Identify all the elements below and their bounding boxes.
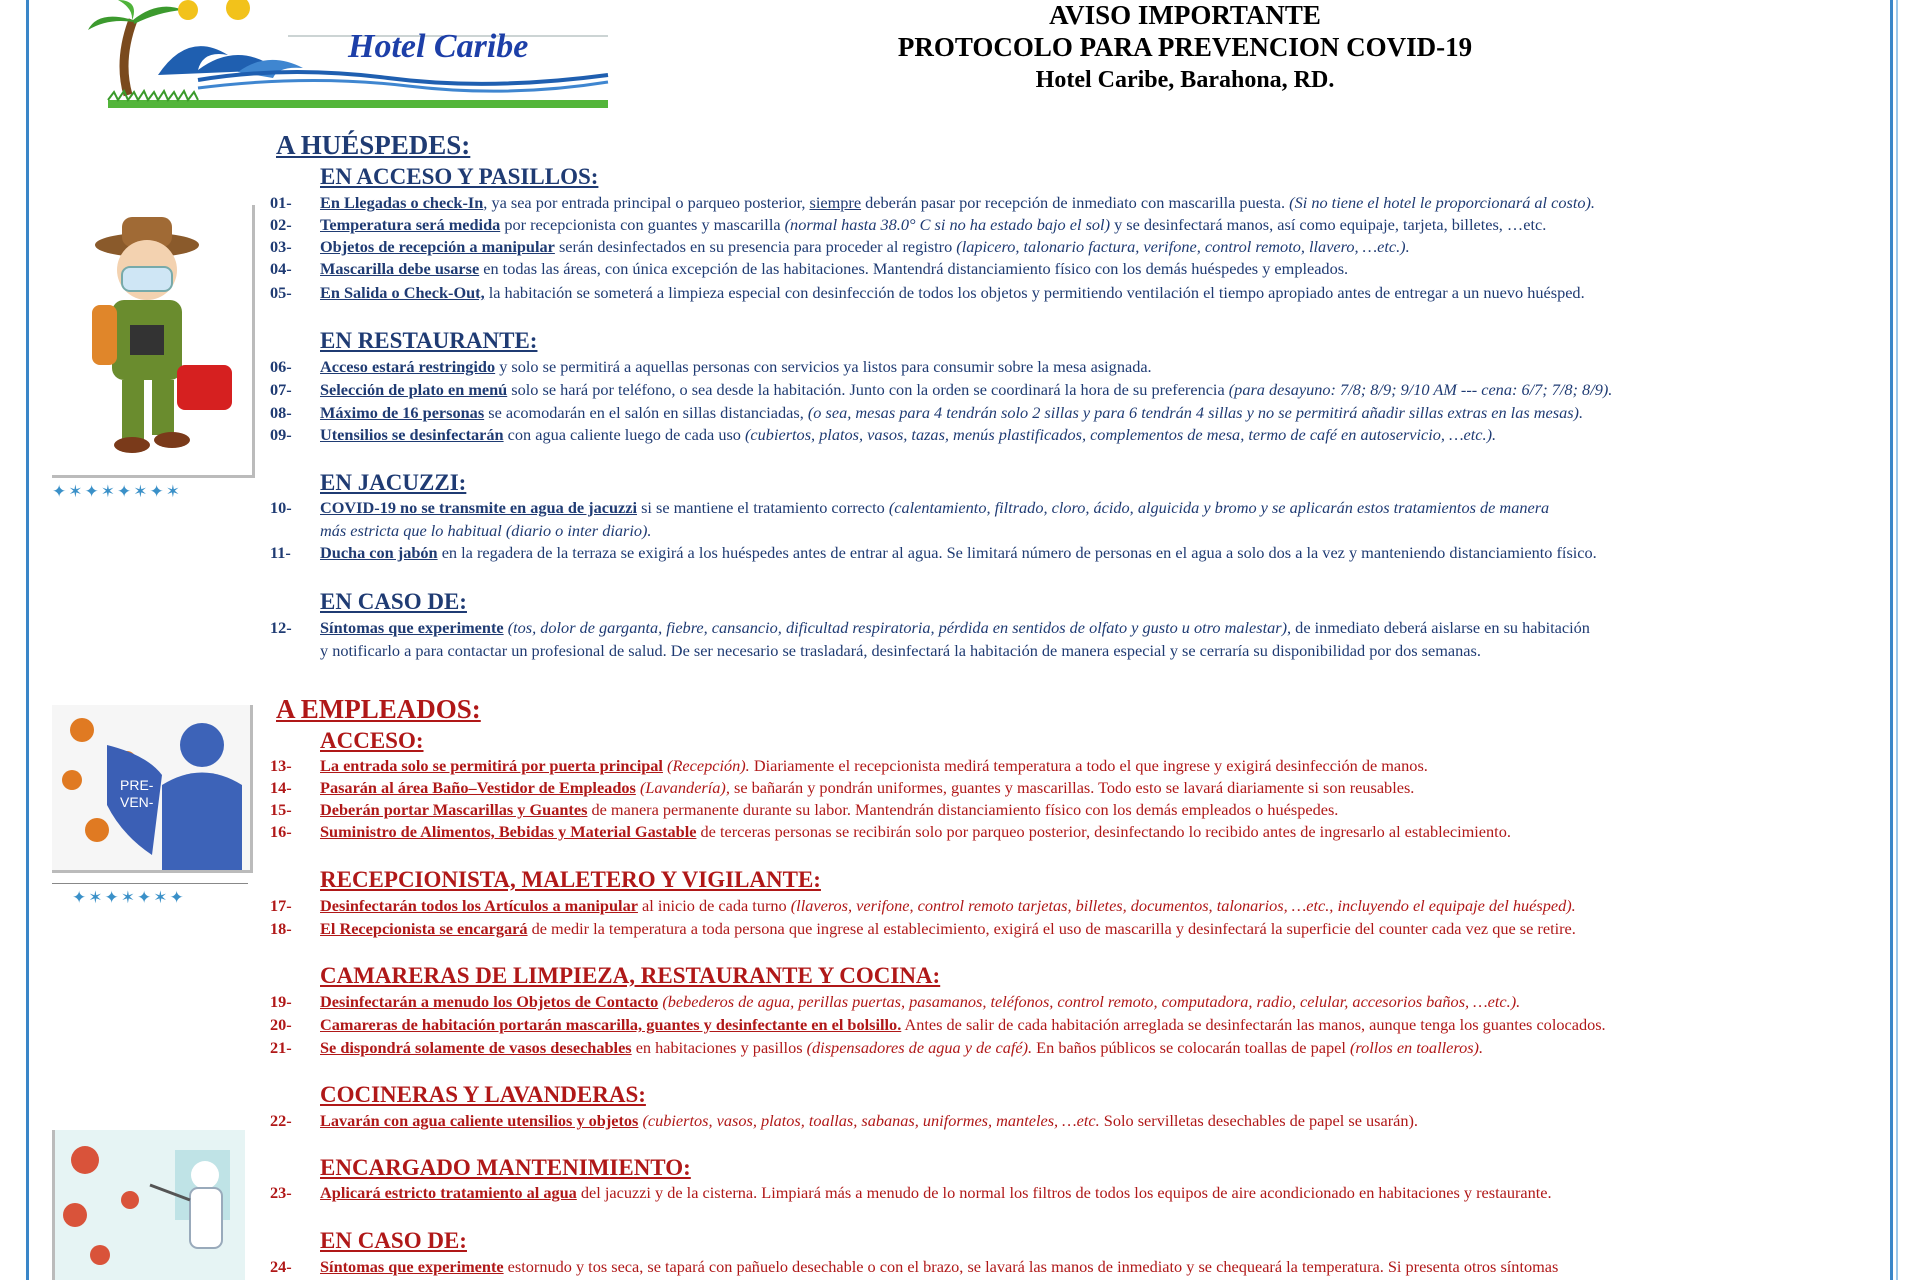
item-lead: El Recepcionista se encargará	[320, 919, 528, 938]
item-lead: En Llegadas o check-In	[320, 193, 484, 212]
right-border	[1890, 0, 1893, 1280]
item-text: en habitaciones y pasillos	[631, 1038, 807, 1057]
item-text: de terceras personas se recibirán solo por parqueo posterior, desinfectando lo recibido antes de ingresarlo al establecimiento.	[696, 822, 1511, 841]
item-text: de medir la temperatura a toda persona que ingrese al establecimiento, exigirá el uso de mascarilla y desinfectará la superficie del counter cada vez que se retire.	[527, 919, 1576, 938]
item-text: y se desinfectará manos, así como equipaje, tarjeta, billetes, …etc.	[1110, 215, 1547, 234]
divider	[52, 883, 248, 884]
item-text: se acomodarán en el salón en sillas distanciadas,	[484, 403, 808, 422]
guests-heading: A HUÉSPEDES:	[276, 130, 471, 160]
item-number: 12-	[270, 618, 292, 637]
item-text: de manera permanente durante su labor. Mantendrán distanciamiento físico con los demás empleados o huéspedes.	[587, 800, 1339, 819]
item-text: solo se hará por teléfono, o sea desde la habitación. Junto con la orden se coordinará la hora de su preferencia	[507, 380, 1229, 399]
virus-stars-2: ✦✶✦✶✦✶✦	[72, 888, 186, 907]
item-lead: Aplicará estricto tratamiento al agua	[320, 1183, 577, 1202]
item-lead: Pasarán al área Baño–Vestidor de Empleados	[320, 778, 636, 797]
item-text: con agua caliente luego de cada uso	[503, 425, 746, 444]
item-text: en todas las áreas, con única excepción de las habitaciones. Mantendrá distanciamiento físico con los demás huéspedes y empleados.	[479, 259, 1349, 278]
item-number: 03-	[270, 237, 292, 256]
item-text: por recepcionista con guantes y mascarilla	[500, 215, 785, 234]
item-italic: (cubiertos, platos, vasos, tazas, menús plastificados, complementos de mesa, termo de café en autoservicio, …etc.).	[745, 425, 1497, 444]
right-border-inner	[1896, 0, 1898, 1280]
item-lead: Mascarilla debe usarse	[320, 259, 480, 278]
item-text: del jacuzzi y de la cisterna. Limpiará más a menudo de lo normal los filtros de todos los equipos de aire acondicionado en habitaciones y restaurante.	[576, 1183, 1552, 1202]
item-text: en la regadera de la terraza se exigirá a los huéspedes antes de entrar al agua. Se limitará número de personas en el agua a solo dos a la vez y manteniendo distanciamiento físico.	[437, 543, 1597, 562]
employees-kitchen-title: COCINERAS Y LAVANDERAS:	[320, 1082, 646, 1107]
guests-restaurant-title: EN RESTAURANTE:	[320, 328, 538, 353]
item-number: 09-	[270, 425, 292, 444]
svg-text:PRE-: PRE-	[120, 777, 154, 793]
item-underline: siempre	[809, 193, 862, 212]
item-text: al inicio de cada turno	[637, 896, 791, 915]
item-number: 23-	[270, 1183, 292, 1202]
protocol-title: PROTOCOLO PARA PREVENCION COVID-19	[897, 32, 1473, 62]
title-block	[780, 0, 1590, 96]
item-italic: (calentamiento, filtrado, cloro, ácido, alguicida y bromo y se aplicarán estos tratamientos de manera	[888, 498, 1550, 517]
item-italic: (rollos en toalleros).	[1349, 1038, 1484, 1057]
item-text-line2: y notificarlo a para contactar un profesional de salud. De ser necesario se trasladará, desinfectará la habitación de manera especial y se cerraría su disponibilidad por dos semanas.	[320, 640, 1481, 660]
disinfection-illustration	[52, 1130, 245, 1280]
item-lead: Temperatura será medida	[320, 215, 501, 234]
item-text: deberán pasar por recepción de inmediato con mascarilla puesta.	[861, 193, 1290, 212]
item-lead: Objetos de recepción a manipular	[320, 237, 555, 256]
item-italic: (Recepción).	[667, 756, 750, 775]
item-italic: (normal hasta 38.0° C si no ha estado bajo el sol)	[784, 215, 1110, 234]
item-number: 16-	[270, 822, 292, 841]
item-lead: Selección de plato en menú	[320, 380, 508, 399]
item-lead: Desinfectarán a menudo los Objetos de Contacto	[320, 992, 659, 1011]
item-number: 14-	[270, 778, 292, 797]
item-italic: (tos, dolor de garganta, fiebre, cansancio, dificultad respiratoria, pérdida en sentidos de olfato y gusto u otro malestar)	[507, 618, 1288, 637]
item-lead: Lavarán con agua caliente utensilios y objetos	[320, 1111, 639, 1130]
item-italic: (cubiertos, vasos, platos, toallas, sabanas, uniformes, manteles, …etc.	[642, 1111, 1100, 1130]
shield-prevention-icon	[52, 705, 250, 870]
item-text: si se mantiene el tratamiento correcto	[637, 498, 889, 517]
item-lead: Desinfectarán todos los Artículos a manipular	[320, 896, 638, 915]
item-lead: Suministro de Alimentos, Bebidas y Material Gastable	[320, 822, 697, 841]
item-number: 17-	[270, 896, 292, 915]
item-lead: Acceso estará restringido	[320, 357, 496, 376]
item-lead: La entrada solo se permitirá por puerta principal	[320, 756, 663, 775]
item-lead: Ducha con jabón	[320, 543, 438, 562]
svg-text:VEN-: VEN-	[120, 794, 154, 810]
item-lead: Máximo de 16 personas	[320, 403, 485, 422]
item-italic: (bebederos de agua, perillas puertas, pasamanos, teléfonos, control remoto, computadora, radio, celular, accesorios baños, …etc.).	[662, 992, 1521, 1011]
notice-title: AVISO IMPORTANTE	[1049, 0, 1321, 30]
item-number: 24-	[270, 1257, 292, 1276]
item-text: se bañarán y pondrán uniformes, guantes y mascarillas. Todo esto se lavará diariamente si son reusables.	[729, 778, 1415, 797]
employees-access-title: ACCESO:	[320, 728, 424, 753]
item-number: 07-	[270, 380, 292, 399]
employees-heading: A EMPLEADOS:	[276, 694, 481, 724]
item-text: la habitación se someterá a limpieza especial con desinfección de todos los objetos y permitiendo ventilación el tiempo apropiado antes de entregar a un nuevo huésped.	[484, 283, 1585, 302]
employees-case-title: EN CASO DE:	[320, 1228, 467, 1253]
item-text: , ya sea por entrada principal o parqueo posterior,	[483, 193, 810, 212]
item-text: serán desinfectados en su presencia para proceder al registro	[554, 237, 957, 256]
item-text: y solo se permitirá a aquellas personas con servicios ya listos para consumir sobre la mesa asignada.	[495, 357, 1152, 376]
item-lead: Se dispondrá solamente de vasos desechables	[320, 1038, 632, 1057]
item-number: 06-	[270, 357, 292, 376]
tourist-mask-icon	[52, 205, 252, 475]
item-lead: Camareras de habitación portarán mascarilla, guantes y desinfectante en el bolsillo.	[320, 1015, 902, 1034]
item-number: 11-	[270, 543, 291, 562]
item-number: 20-	[270, 1015, 292, 1034]
item-number: 08-	[270, 403, 292, 422]
item-italic: (lapicero, talonario factura, verifone, control remoto, llavero, …etc.).	[956, 237, 1410, 256]
item-number: 04-	[270, 259, 292, 278]
item-lead: En Salida o Check-Out,	[320, 283, 485, 302]
item-number: 02-	[270, 215, 292, 234]
disinfection-spray-icon	[55, 1130, 245, 1280]
item-number: 15-	[270, 800, 292, 819]
item-text: Diariamente el recepcionista medirá temperatura a todo el que ingrese y exigirá desinfección de manos.	[749, 756, 1428, 775]
item-number: 13-	[270, 756, 292, 775]
item-text: Solo servilletas desechables de papel se usarán).	[1099, 1111, 1418, 1130]
guests-jacuzzi-title: EN JACUZZI:	[320, 470, 467, 495]
item-number: 22-	[270, 1111, 292, 1130]
item-lead: COVID-19 no se transmite en agua de jacuzzi	[320, 498, 637, 517]
item-italic: (para desayuno: 7/8; 8/9; 9/10 AM --- cena: 6/7; 7/8; 8/9).	[1228, 380, 1613, 399]
item-italic-line2: más estricta que lo habitual (diario o inter diario).	[320, 520, 652, 540]
item-text: En baños públicos se colocarán toallas de papel	[1032, 1038, 1350, 1057]
left-border	[26, 0, 29, 1280]
virus-stars-1: ✦✶✦✶✦✶✦✶	[52, 482, 182, 501]
item-number: 18-	[270, 919, 292, 938]
item-lead: Deberán portar Mascarillas y Guantes	[320, 800, 588, 819]
item-lead: Síntomas que experimente	[320, 618, 504, 637]
item-number: 21-	[270, 1038, 292, 1057]
item-italic: (o sea, mesas para 4 tendrán solo 2 sillas y para 6 tendrán 4 sillas y no se permitirá añadir sillas extras en las mesas).	[807, 403, 1584, 422]
item-lead: Síntomas que experimente	[320, 1257, 504, 1276]
item-italic: (dispensadores de agua y de café).	[806, 1038, 1033, 1057]
item-italic: (Lavandería),	[639, 778, 730, 797]
item-text: Antes de salir de cada habitación arreglada se desinfectarán las manos, aunque tenga los guantes colocados.	[901, 1015, 1606, 1034]
tourist-illustration	[52, 205, 255, 478]
item-number: 10-	[270, 498, 292, 517]
header	[0, 0, 1920, 120]
item-text: estornudo y tos seca, se tapará con pañuelo desechable o con el brazo, se lavará las manos de inmediato y se chequeará la temperatura. Si presenta otros síntomas	[503, 1257, 1559, 1276]
employees-reception-title: RECEPCIONISTA, MALETERO Y VIGILANTE:	[320, 867, 821, 892]
guests-access-title: EN ACCESO Y PASILLOS:	[320, 164, 599, 189]
item-italic: (llaveros, verifone, control remoto tarjetas, billetes, documentos, talonarios, …etc., incluyendo el equipaje del huésped).	[790, 896, 1576, 915]
item-number: 19-	[270, 992, 292, 1011]
prevention-illustration	[52, 705, 253, 873]
logo-text: Hotel Caribe	[348, 28, 529, 65]
hotel-location: Hotel Caribe, Barahona, RD.	[1035, 67, 1335, 93]
item-number: 05-	[270, 283, 292, 302]
employees-cleaning-title: CAMARERAS DE LIMPIEZA, RESTAURANTE Y COCINA:	[320, 963, 941, 988]
item-italic: (Si no tiene el hotel le proporcionará al costo).	[1289, 193, 1595, 212]
hotel-logo	[88, 0, 618, 110]
employees-maintenance-title: ENCARGADO MANTENIMIENTO:	[320, 1155, 691, 1180]
guests-case-title: EN CASO DE:	[320, 589, 467, 614]
item-lead: Utensilios se desinfectarán	[320, 425, 504, 444]
item-text: , de inmediato deberá aislarse en su habitación	[1287, 618, 1590, 637]
item-number: 01-	[270, 193, 292, 212]
